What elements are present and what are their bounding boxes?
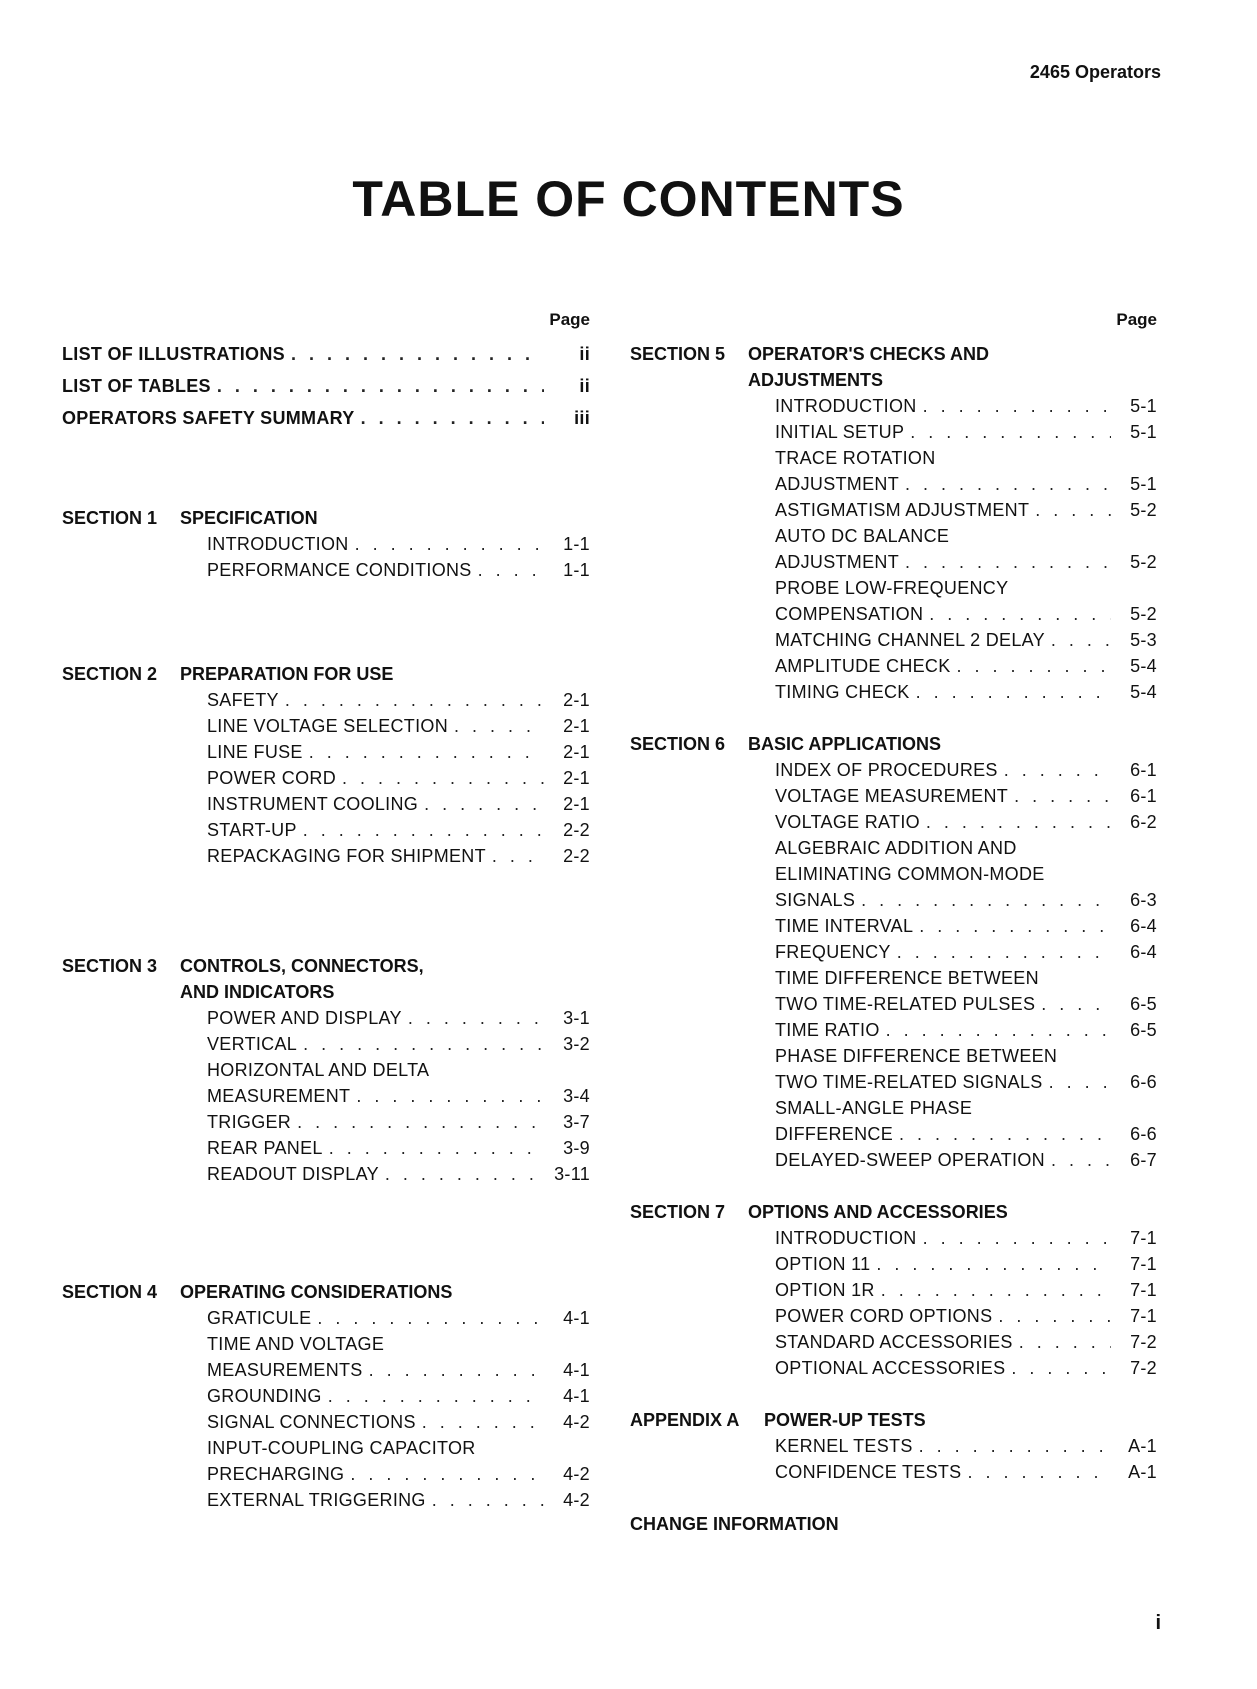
toc-entry-wrap[interactable]: TIME AND VOLTAGE xyxy=(207,1334,385,1354)
document-header: 2465 Operators xyxy=(1029,62,1161,82)
toc-entry[interactable]: TIME RATIO . . . 6-5 xyxy=(630,1020,1157,1046)
toc-entry[interactable]: DELAYED-SWEEP OPERATION . . . 6-7 xyxy=(630,1150,1157,1176)
toc-entry[interactable]: LINE VOLTAGE SELECTION . . . 2-1 xyxy=(62,716,590,742)
toc-entry[interactable]: COMPENSATION . . . 5-2 xyxy=(630,604,1157,630)
toc-entry[interactable]: REPACKAGING FOR SHIPMENT . . . 2-2 xyxy=(62,846,590,872)
page-title: TABLE OF CONTENTS xyxy=(352,171,905,227)
toc-entry-wrap[interactable]: ELIMINATING COMMON-MODE xyxy=(775,864,1045,884)
section-6 xyxy=(630,734,1157,1176)
toc-entry-tables[interactable]: LIST OF TABLES . . . ii xyxy=(62,376,590,402)
section-2 xyxy=(62,664,590,872)
toc-entry[interactable]: CONFIDENCE TESTS . . . A-1 xyxy=(630,1462,1157,1488)
toc-entry[interactable]: VOLTAGE RATIO . . . 6-2 xyxy=(630,812,1157,838)
toc-entry[interactable]: REAR PANEL . . . 3-9 xyxy=(62,1138,590,1164)
toc-entry[interactable]: LINE FUSE . . . 2-1 xyxy=(62,742,590,768)
toc-entry-wrap[interactable]: AUTO DC BALANCE xyxy=(775,526,950,546)
toc-entry-wrap[interactable]: ALGEBRAIC ADDITION AND xyxy=(775,838,1017,858)
section-1 xyxy=(62,508,590,586)
toc-entry[interactable]: INTRODUCTION . . . 7-1 xyxy=(630,1228,1157,1254)
toc-entry[interactable]: POWER AND DISPLAY . . . 3-1 xyxy=(62,1008,590,1034)
page-column-header: Page xyxy=(549,310,590,329)
toc-entry[interactable]: READOUT DISPLAY . . . 3-11 xyxy=(62,1164,590,1190)
appendix-a xyxy=(630,1410,1157,1488)
toc-entry[interactable]: POWER CORD . . . 2-1 xyxy=(62,768,590,794)
toc-entry[interactable]: MATCHING CHANNEL 2 DELAY . . . 5-3 xyxy=(630,630,1157,656)
section-heading[interactable]: SECTION 3 CONTROLS, CONNECTORS, xyxy=(62,956,424,976)
section-heading-continued: AND INDICATORS xyxy=(180,982,335,1002)
toc-entry[interactable]: INSTRUMENT COOLING . . . 2-1 xyxy=(62,794,590,820)
toc-entry[interactable]: TIME INTERVAL . . . 6-4 xyxy=(630,916,1157,942)
toc-entry[interactable]: INTRODUCTION . . . 1-1 xyxy=(62,534,590,560)
section-5 xyxy=(630,344,1157,708)
toc-entry[interactable]: OPTION 1R . . . 7-1 xyxy=(630,1280,1157,1306)
toc-entry-wrap[interactable]: SMALL-ANGLE PHASE xyxy=(775,1098,973,1118)
section-heading[interactable]: SECTION 6 BASIC APPLICATIONS xyxy=(630,734,942,754)
toc-entry[interactable]: FREQUENCY . . . 6-4 xyxy=(630,942,1157,968)
toc-entry[interactable]: TWO TIME-RELATED PULSES . . . 6-5 xyxy=(630,994,1157,1020)
section-heading[interactable]: SECTION 5 OPERATOR'S CHECKS AND xyxy=(630,344,989,364)
toc-entry[interactable]: SIGNALS . . . 6-3 xyxy=(630,890,1157,916)
section-3 xyxy=(62,956,590,1190)
toc-entry[interactable]: INDEX OF PROCEDURES . . . 6-1 xyxy=(630,760,1157,786)
page-column-header: Page xyxy=(1116,310,1157,329)
toc-entry[interactable]: VOLTAGE MEASUREMENT . . . 6-1 xyxy=(630,786,1157,812)
toc-entry[interactable]: ASTIGMATISM ADJUSTMENT . . . 5-2 xyxy=(630,500,1157,526)
toc-entry-wrap[interactable]: HORIZONTAL AND DELTA xyxy=(207,1060,430,1080)
toc-entry[interactable]: SIGNAL CONNECTIONS . . . 4-2 xyxy=(62,1412,590,1438)
section-7 xyxy=(630,1202,1157,1384)
toc-entry[interactable]: MEASUREMENTS . . . 4-1 xyxy=(62,1360,590,1386)
section-heading[interactable]: SECTION 2 PREPARATION FOR USE xyxy=(62,664,394,684)
toc-entry[interactable]: OPTIONAL ACCESSORIES . . . 7-2 xyxy=(630,1358,1157,1384)
toc-entry-wrap[interactable]: TIME DIFFERENCE BETWEEN xyxy=(775,968,1039,988)
toc-entry-wrap[interactable]: INPUT-COUPLING CAPACITOR xyxy=(207,1438,476,1458)
toc-entry[interactable]: MEASUREMENT . . . 3-4 xyxy=(62,1086,590,1112)
toc-entry[interactable]: POWER CORD OPTIONS . . . 7-1 xyxy=(630,1306,1157,1332)
toc-entry[interactable]: OPTION 11 . . . 7-1 xyxy=(630,1254,1157,1280)
toc-entry-wrap[interactable]: PHASE DIFFERENCE BETWEEN xyxy=(775,1046,1058,1066)
toc-entry[interactable]: STANDARD ACCESSORIES . . . 7-2 xyxy=(630,1332,1157,1358)
section-heading[interactable]: APPENDIX A POWER-UP TESTS xyxy=(630,1410,926,1430)
toc-entry[interactable]: TIMING CHECK . . . 5-4 xyxy=(630,682,1157,708)
toc-entry[interactable]: GRATICULE . . . 4-1 xyxy=(62,1308,590,1334)
section-4 xyxy=(62,1282,590,1516)
toc-entry[interactable]: START-UP . . . 2-2 xyxy=(62,820,590,846)
toc-entry-safety-summary[interactable]: OPERATORS SAFETY SUMMARY . . . iii xyxy=(62,408,590,434)
toc-entry[interactable]: INITIAL SETUP . . . 5-1 xyxy=(630,422,1157,448)
toc-entry[interactable]: PRECHARGING . . . 4-2 xyxy=(62,1464,590,1490)
toc-right-column xyxy=(630,310,1157,1540)
toc-entry[interactable]: INTRODUCTION . . . 5-1 xyxy=(630,396,1157,422)
toc-entry-wrap[interactable]: PROBE LOW-FREQUENCY xyxy=(775,578,1009,598)
toc-entry[interactable]: VERTICAL . . . 3-2 xyxy=(62,1034,590,1060)
toc-left-column xyxy=(62,310,590,1516)
page-number: i xyxy=(1155,1612,1161,1634)
section-heading[interactable]: SECTION 4 OPERATING CONSIDERATIONS xyxy=(62,1282,453,1302)
toc-entry[interactable]: SAFETY . . . 2-1 xyxy=(62,690,590,716)
toc-entry[interactable]: TWO TIME-RELATED SIGNALS . . . 6-6 xyxy=(630,1072,1157,1098)
toc-entry[interactable]: KERNEL TESTS . . . A-1 xyxy=(630,1436,1157,1462)
toc-entry[interactable]: ADJUSTMENT . . . 5-2 xyxy=(630,552,1157,578)
section-heading[interactable]: SECTION 7 OPTIONS AND ACCESSORIES xyxy=(630,1202,1008,1222)
section-heading-continued: ADJUSTMENTS xyxy=(748,370,884,390)
toc-entry[interactable]: TRIGGER . . . 3-7 xyxy=(62,1112,590,1138)
toc-entry[interactable]: GROUNDING . . . 4-1 xyxy=(62,1386,590,1412)
toc-entry[interactable]: DIFFERENCE . . . 6-6 xyxy=(630,1124,1157,1150)
toc-entry[interactable]: AMPLITUDE CHECK . . . 5-4 xyxy=(630,656,1157,682)
toc-entry-wrap[interactable]: TRACE ROTATION xyxy=(775,448,936,468)
change-information-heading[interactable]: CHANGE INFORMATION xyxy=(630,1514,839,1534)
section-heading[interactable]: SECTION 1 SPECIFICATION xyxy=(62,508,318,528)
toc-entry[interactable]: PERFORMANCE CONDITIONS . . . 1-1 xyxy=(62,560,590,586)
toc-entry[interactable]: EXTERNAL TRIGGERING . . . 4-2 xyxy=(62,1490,590,1516)
toc-entry[interactable]: ADJUSTMENT . . . 5-1 xyxy=(630,474,1157,500)
toc-entry-illustrations[interactable]: LIST OF ILLUSTRATIONS . . . ii xyxy=(62,344,590,370)
